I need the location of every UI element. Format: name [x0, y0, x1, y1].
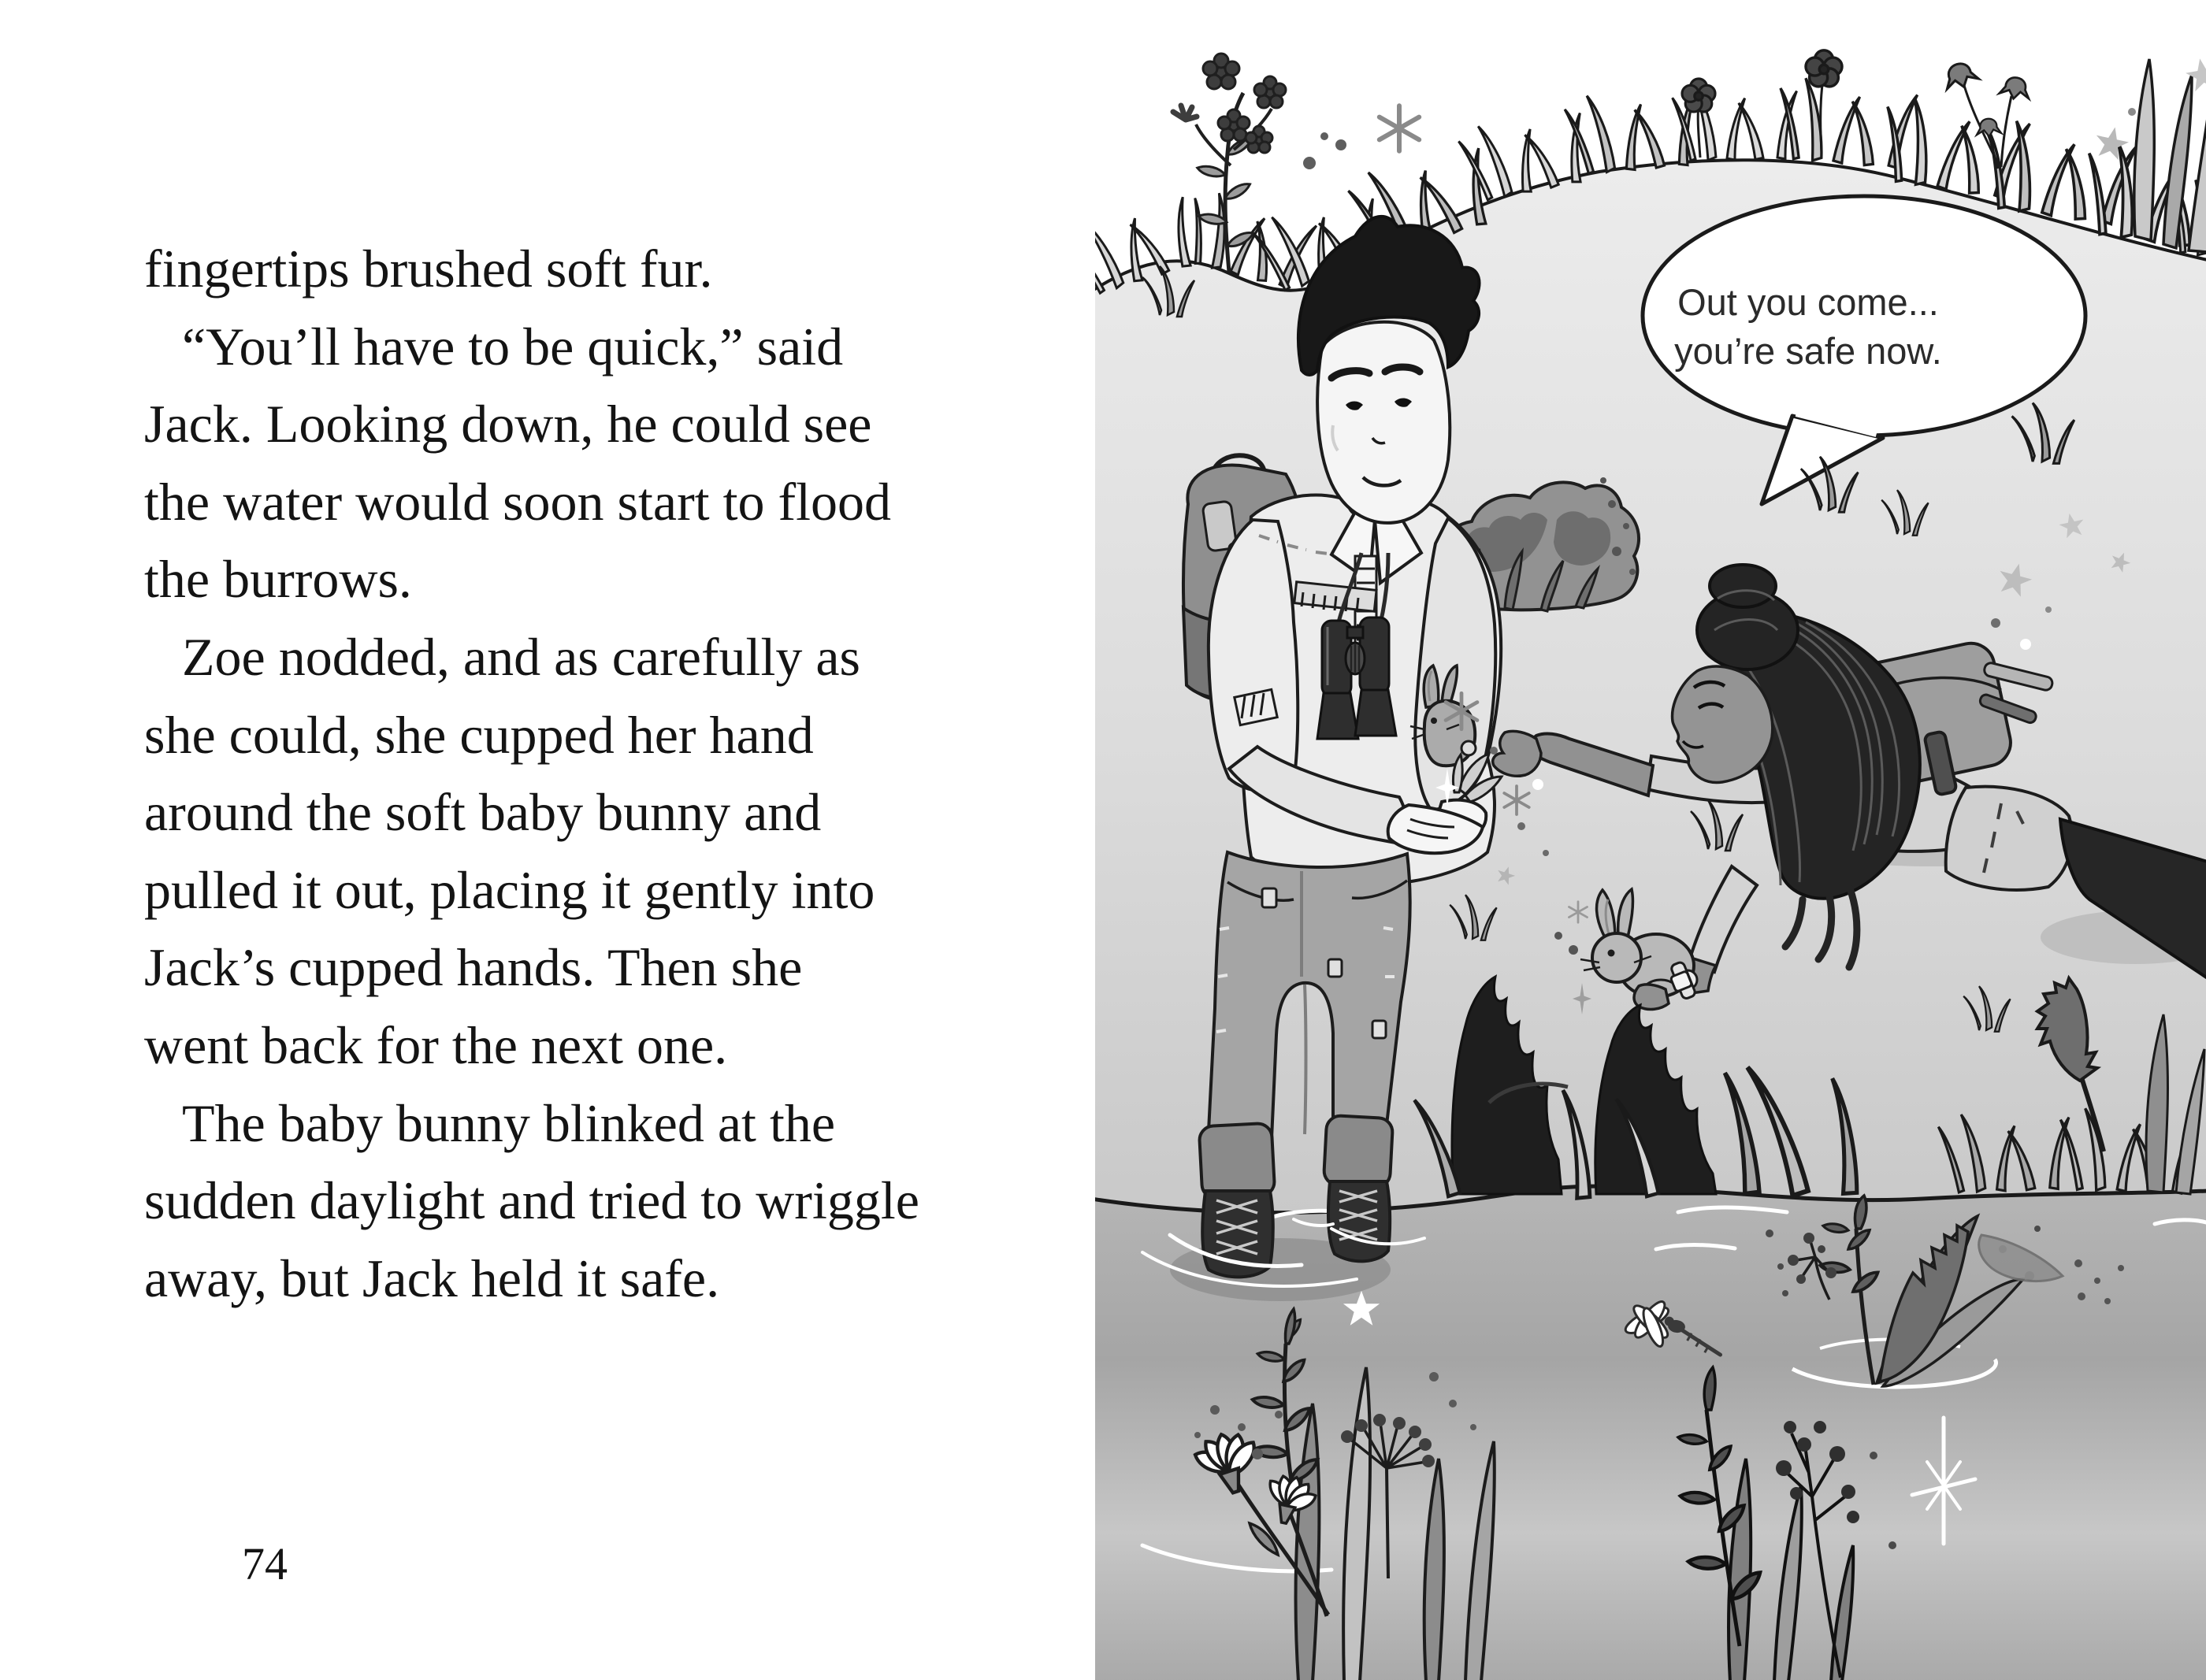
story-line: went back for the next one. [144, 1014, 728, 1075]
story-line: she could, she cupped her hand [144, 704, 814, 765]
illustration-canvas [1095, 0, 2206, 1680]
story-line: the burrows. [144, 549, 412, 610]
story-line: sudden daylight and tried to wriggle [144, 1170, 919, 1231]
story-line: the water would soon start to flood [144, 471, 892, 532]
page-number: 74 [242, 1538, 288, 1589]
jack-face [1317, 322, 1450, 523]
story-line: “You’ll have to be quick,” said [182, 316, 844, 376]
story-line: The baby bunny blinked at the [182, 1092, 836, 1153]
story-line: Jack. Looking down, he could see [144, 394, 872, 454]
zoe-hand [1493, 731, 1541, 776]
story-line: Zoe nodded, and as carefully as [182, 626, 860, 687]
story-line: Jack’s cupped hands. Then she [144, 937, 803, 998]
story-line: around the soft baby bunny and [144, 782, 822, 843]
story-page [0, 0, 1095, 1680]
speech-bubble-text: you’re safe now. [1674, 330, 1942, 372]
story-line: fingertips brushed soft fur. [144, 239, 713, 299]
story-text [144, 230, 919, 1317]
story-line: pulled it out, placing it gently into [144, 859, 875, 920]
speech-bubble-text: Out you come... [1677, 281, 1939, 323]
story-line: away, but Jack held it safe. [144, 1248, 720, 1308]
